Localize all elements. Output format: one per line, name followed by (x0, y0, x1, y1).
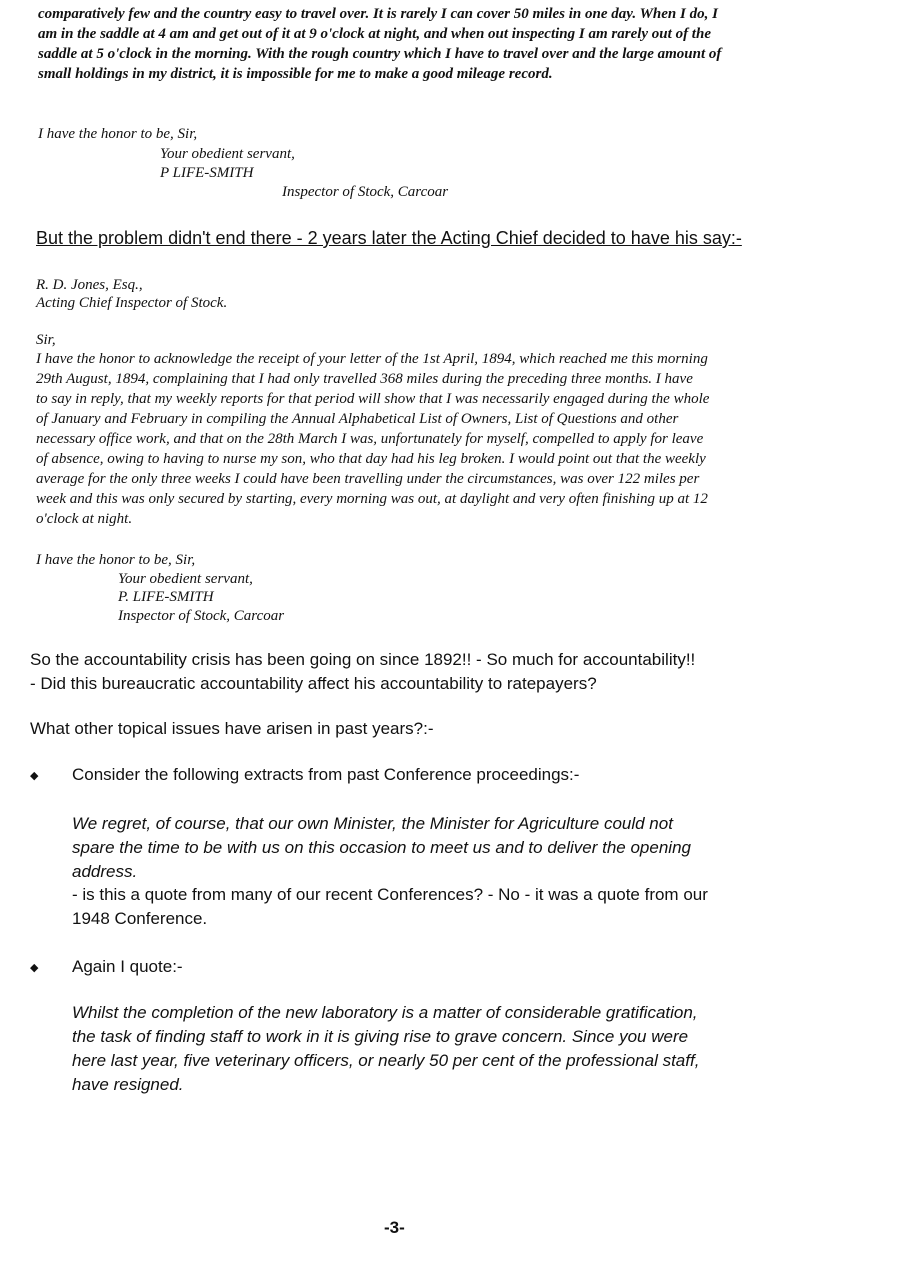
page-number: -3- (384, 1218, 405, 1237)
quote-line: spare the time to be with us on this occasion to meet us and to deliver the opening (72, 838, 691, 857)
letter1-line: small holdings in my district, it is impossible for me to make a good mileage record. (38, 66, 553, 82)
bullet-diamond-icon: ◆ (30, 769, 39, 782)
letter2-line: o'clock at night. (36, 511, 133, 527)
letter2-line: week and this was only secured by starting, every morning was out, at daylight and very often finishing up at 12 (36, 491, 708, 507)
letter2-line: necessary office work, and that on the 28th March I was, unfortunately for myself, compelled to apply for leave (36, 431, 704, 447)
letter1-line: comparatively few and the country easy to travel over. It is rarely I can cover 50 miles in one day. When I do, I (38, 6, 718, 22)
commentary-question: What other topical issues have arisen in past years?:- (30, 719, 434, 738)
quote-followup (72, 883, 792, 931)
quote-line: We regret, of course, that our own Minister, the Minister for Agriculture could not (72, 814, 673, 833)
followup-line: - is this a quote from many of our recent Conferences? - No - it was a quote from our (72, 885, 708, 904)
bullet-diamond-icon: ◆ (30, 961, 39, 974)
letter1-signer-title: Inspector of Stock, Carcoar (282, 184, 449, 200)
letter2-line: average for the only three weeks I could have been travelling under the circumstances, was over 122 miles per (36, 471, 700, 487)
letter1-line: am in the saddle at 4 am and get out of it at 9 o'clock at night, and when out inspecting I am rarely out of the (38, 26, 711, 42)
quote-line: have resigned. (72, 1075, 184, 1094)
addressee-name: R. D. Jones, Esq., (36, 277, 143, 293)
quote-line: Whilst the completion of the new laboratory is a matter of considerable gratification, (72, 1003, 698, 1022)
letter2-line: of absence, owing to having to nurse my son, who that day had his leg broken. I would point out that the weekly (36, 451, 706, 467)
letter2-closing: I have the honor to be, Sir, (36, 552, 196, 568)
letter1-body (38, 4, 808, 84)
letter2-signer-title: Inspector of Stock, Carcoar (118, 608, 285, 624)
letter1-closing: I have the honor to be, Sir, (38, 126, 198, 142)
addressee-title: Acting Chief Inspector of Stock. (36, 295, 228, 311)
bullet-intro: Again I quote:- (72, 957, 183, 976)
quote-line: the task of finding staff to work in it is giving rise to grave concern. Since you were (72, 1027, 689, 1046)
commentary-line: So the accountability crisis has been going on since 1892!! - So much for accountability!! (30, 650, 696, 669)
letter1-signature: P LIFE-SMITH (160, 165, 254, 181)
quote-block (72, 812, 792, 884)
quote-line: here last year, five veterinary officers, or nearly 50 per cent of the professional staff, (72, 1051, 700, 1070)
letter2-line: to say in reply, that my weekly reports for that period will show that I was necessarily engaged during the whole (36, 391, 710, 407)
salutation: Sir, (36, 332, 56, 348)
letter2-signature: P. LIFE-SMITH (118, 589, 214, 605)
commentary-line: - Did this bureaucratic accountability affect his accountability to ratepayers? (30, 674, 597, 693)
section-heading: But the problem didn't end there - 2 years later the Acting Chief decided to have his say:- (36, 228, 742, 248)
followup-line: 1948 Conference. (72, 909, 208, 928)
letter2-line: I have the honor to acknowledge the receipt of your letter of the 1st April, 1894, which reached me this morning (36, 351, 708, 367)
letter2-line: of January and February in compiling the Annual Alphabetical List of Owners, List of Questions and other (36, 411, 679, 427)
bullet-intro: Consider the following extracts from past Conference proceedings:- (72, 765, 580, 784)
letter1-servant: Your obedient servant, (160, 146, 295, 162)
letter1-line: saddle at 5 o'clock in the morning. With the rough country which I have to travel over and the large amount of (38, 46, 722, 62)
letter2-line: 29th August, 1894, complaining that I had only travelled 368 miles during the preceding three months. I have (36, 371, 693, 387)
quote-block (72, 1001, 792, 1097)
letter2-body (36, 349, 808, 529)
quote-line: address. (72, 862, 138, 881)
letter2-servant: Your obedient servant, (118, 571, 253, 587)
